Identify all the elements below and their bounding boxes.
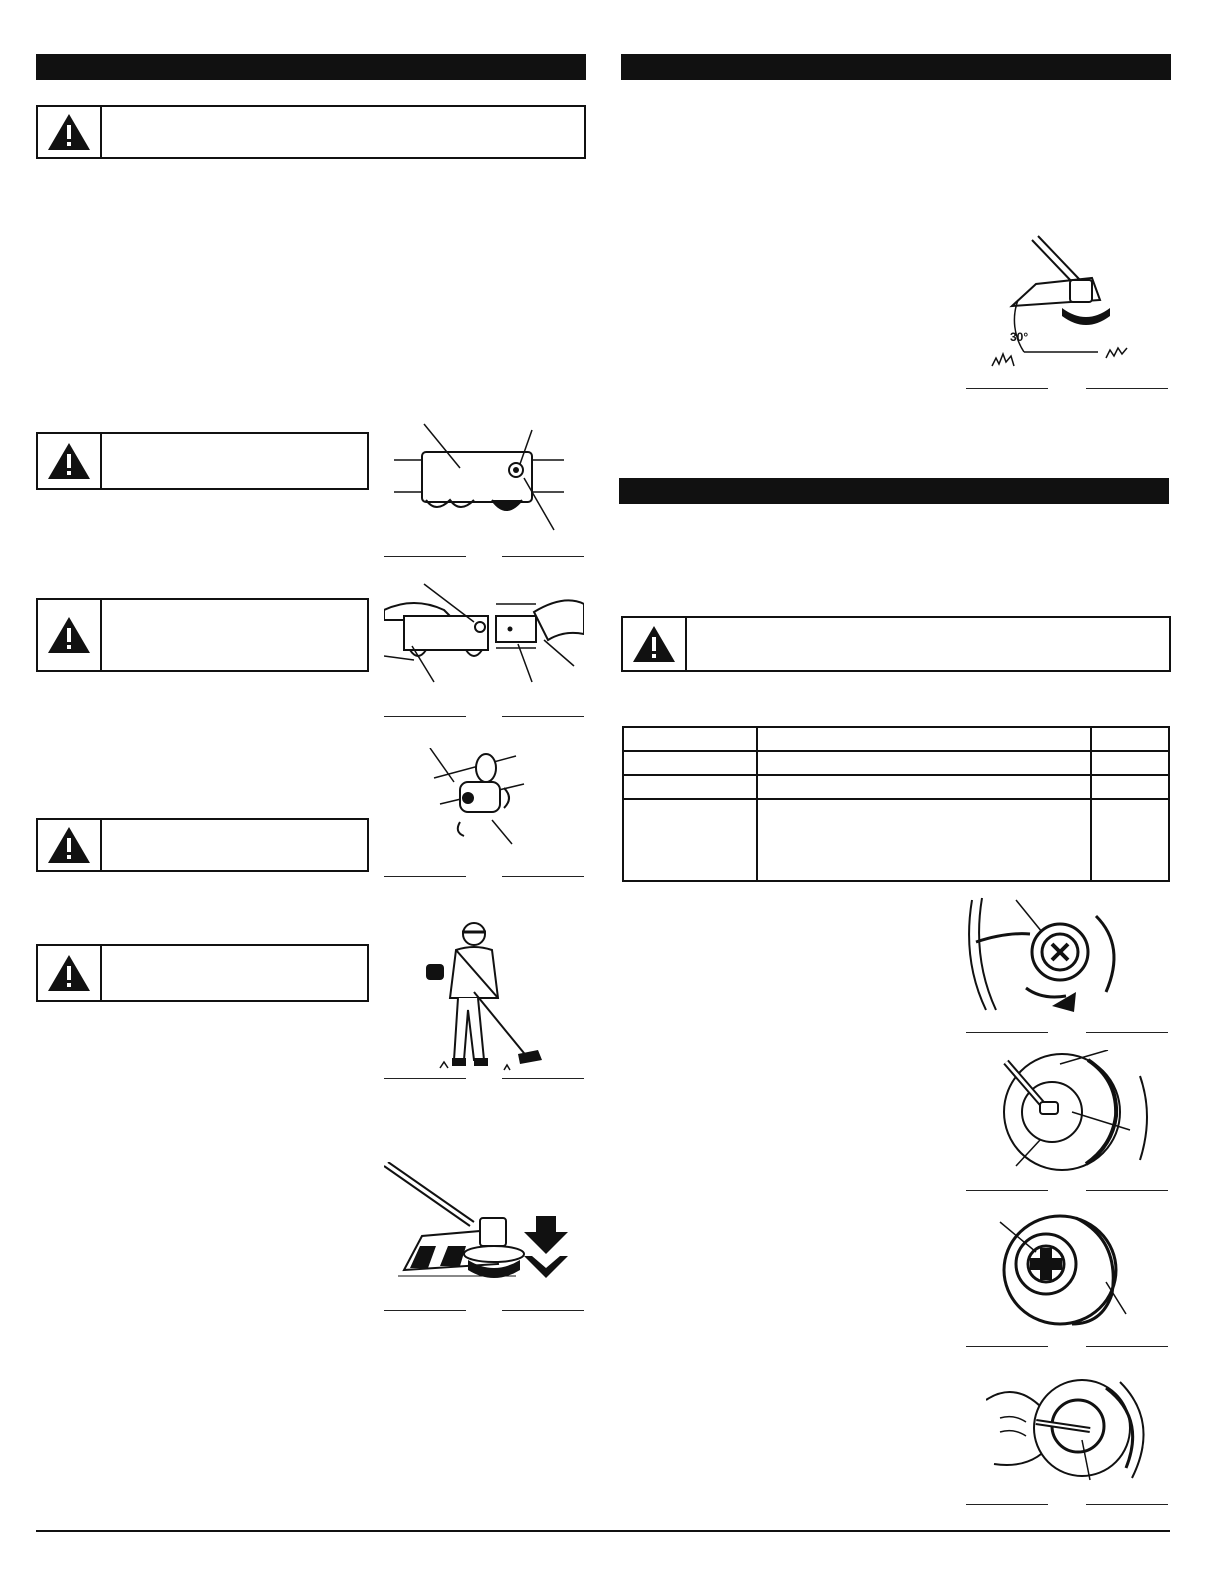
warning-box-2 — [36, 432, 369, 490]
section-header-bar-left — [36, 54, 586, 80]
figure-caption-rule-left — [966, 388, 1048, 389]
section-header-bar-right-2 — [619, 478, 1169, 504]
warning-triangle-icon — [38, 600, 102, 670]
warning-box-4 — [36, 818, 369, 872]
coupler-release-figure — [384, 582, 584, 692]
spool-retainer-figure — [966, 896, 1166, 1014]
figure-caption-rule-left — [384, 1310, 466, 1311]
warning-triangle-icon — [38, 434, 102, 488]
coupler-figure — [384, 420, 584, 540]
figure-caption-rule-right — [1086, 1504, 1168, 1505]
figure-caption-rule-right — [1086, 388, 1168, 389]
spool-tool-figure — [980, 1050, 1170, 1172]
warning-triangle-icon — [38, 107, 102, 157]
figure-caption-rule-left — [384, 556, 466, 557]
figure-caption-rule-left — [966, 1190, 1048, 1191]
figure-caption-rule-left — [384, 716, 466, 717]
spool-housing-figure — [980, 1208, 1150, 1330]
figure-caption-rule-right — [1086, 1346, 1168, 1347]
figure-caption-rule-left — [966, 1346, 1048, 1347]
spool-insert-figure — [986, 1370, 1166, 1492]
table-row-divider — [624, 750, 1168, 752]
figure-caption-rule-left — [384, 876, 466, 877]
warning-triangle-icon — [38, 820, 102, 870]
warning-box-6 — [621, 616, 1171, 672]
figure-caption-rule-right — [502, 556, 584, 557]
warning-box-3 — [36, 598, 369, 672]
figure-caption-rule-right — [1086, 1032, 1168, 1033]
figure-caption-rule-right — [502, 876, 584, 877]
warning-box-1 — [36, 105, 586, 159]
figure-caption-rule-right — [1086, 1190, 1168, 1191]
footer-rule — [36, 1530, 1170, 1532]
table-row-divider — [624, 798, 1168, 800]
figure-caption-rule-left — [384, 1078, 466, 1079]
figure-caption-rule-left — [966, 1504, 1048, 1505]
warning-triangle-icon — [623, 618, 687, 670]
warning-box-5 — [36, 944, 369, 1002]
warning-triangle-icon — [38, 946, 102, 1000]
operating-position-figure — [410, 918, 570, 1078]
table-row-divider — [624, 774, 1168, 776]
figure-caption-rule-left — [966, 1032, 1048, 1033]
bump-feed-figure — [384, 1162, 584, 1292]
figure-caption-rule-right — [502, 1078, 584, 1079]
cutting-angle-figure — [966, 234, 1166, 384]
knob-tighten-figure — [420, 748, 550, 848]
section-header-bar-right-1 — [621, 54, 1171, 80]
figure-caption-rule-right — [502, 1310, 584, 1311]
specifications-table — [622, 726, 1170, 882]
angle-label: 30° — [1010, 330, 1029, 344]
figure-caption-rule-right — [502, 716, 584, 717]
